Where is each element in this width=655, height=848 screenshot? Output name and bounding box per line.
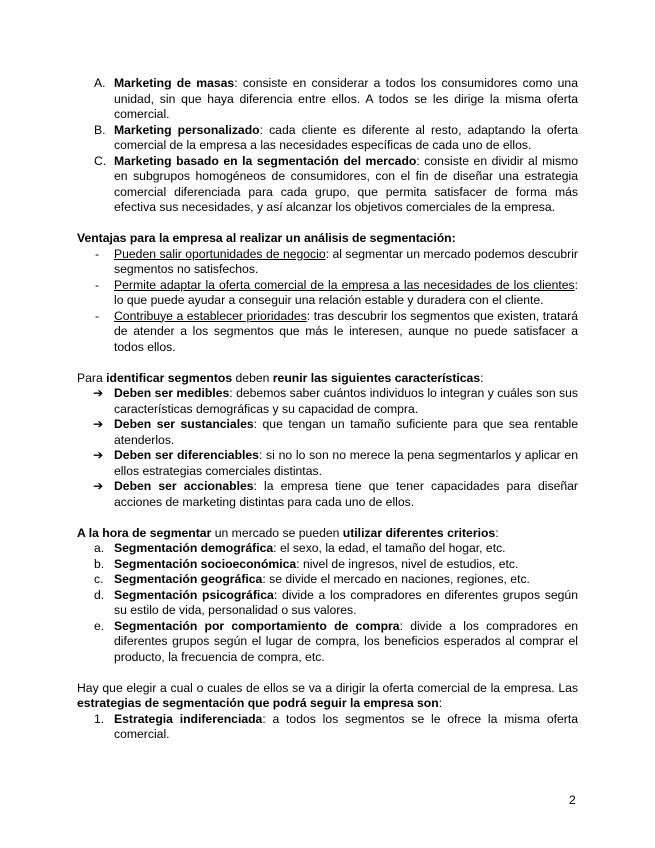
section-heading-ventajas: Ventajas para la empresa al realizar un análisis de segmentación: [77, 231, 456, 245]
list-marker: 1. [94, 711, 105, 726]
spacer [77, 355, 578, 371]
list-item [77, 76, 578, 123]
list-item [77, 154, 578, 216]
list-item [77, 712, 578, 743]
ventajas-list [77, 247, 578, 356]
item-text: : la empresa tiene que tener capacidades para diseñar acciones de marketing distintas para cada uno de ellos. [114, 479, 578, 509]
item-term: Marketing de masas [114, 76, 235, 90]
section-intro-estrategias [77, 681, 578, 712]
list-marker: C. [94, 153, 107, 168]
list-item [77, 448, 578, 479]
item-text: : al segmentar un mercado podemos descubrir segmentos no satisfechos. [114, 246, 578, 276]
item-text: : que tengan un tamaño suficiente para que sea rentable atenderlos. [114, 417, 578, 447]
intro-bold: A la hora de segmentar [77, 525, 212, 540]
arrow-icon: ➔ [93, 386, 104, 400]
intro-text: : [480, 370, 484, 385]
item-term: Segmentación socioeconómica [114, 556, 297, 571]
section-intro-criterios [77, 526, 578, 542]
list-marker: A. [94, 76, 106, 90]
list-item [77, 588, 578, 619]
intro-bold: reunir las siguientes características [272, 370, 481, 385]
spacer [77, 665, 578, 681]
item-term: Permite adaptar la oferta comercial de la empresa a las necesidades de los clientes [114, 277, 575, 292]
list-item [77, 479, 578, 510]
section-intro-identificar [77, 371, 578, 387]
item-text: : divide a los compradores en diferentes grupos según su estilo de vida, personalidad o sus valores. [114, 587, 578, 617]
list-marker: b. [94, 556, 105, 571]
item-text: : se divide el mercado en naciones, regiones, etc. [262, 572, 530, 586]
arrow-icon: ➔ [93, 417, 104, 431]
list-item [77, 247, 578, 278]
intro-text: : [495, 525, 499, 540]
list-item [77, 557, 578, 573]
spacer [77, 510, 578, 526]
list-item [77, 278, 578, 309]
item-text: : cada cliente es diferente al resto, adaptando la oferta comercial de la empresa a las necesidades específicas de cada uno de ellos. [114, 122, 578, 152]
item-term: Marketing basado en la segmentación del mercado [114, 153, 417, 168]
arrow-icon: ➔ [93, 479, 104, 493]
list-marker: d. [94, 587, 105, 602]
spacer [77, 216, 578, 232]
item-text: : a todos los segmentos se le ofrece la misma oferta comercial. [114, 711, 578, 741]
arrow-icon: ➔ [93, 448, 104, 462]
criterios-list [77, 541, 578, 665]
intro-bold: identificar segmentos [106, 370, 233, 385]
item-term: Deben ser accionables [114, 479, 254, 493]
list-item [77, 572, 578, 588]
item-text: : nivel de ingresos, nivel de estudios, etc. [296, 556, 519, 571]
item-term: Contribuye a establecer prioridades [114, 308, 307, 323]
intro-text: deben [232, 370, 273, 385]
item-term: Pueden salir oportunidades de negocio [114, 246, 326, 261]
item-term: Estrategia indiferenciada [114, 711, 263, 726]
caracteristicas-list [77, 386, 578, 510]
page-number: 2 [569, 793, 576, 807]
list-item [77, 386, 578, 417]
list-marker: a. [94, 541, 105, 555]
intro-bold: utilizar diferentes criterios [342, 525, 496, 540]
item-text: : lo que puede ayudar a conseguir una relación estable y duradera con el cliente. [114, 277, 578, 307]
item-term: Segmentación psicográfica [114, 587, 274, 602]
item-term: Segmentación por comportamiento de compra [114, 618, 400, 633]
item-term: Segmentación demográfica [114, 541, 274, 555]
list-marker: - [95, 246, 100, 261]
item-term: Deben ser sustanciales [114, 417, 254, 431]
marketing-types-list [77, 76, 578, 216]
list-item [77, 309, 578, 356]
item-text: : consiste en dividir al mismo en subgrupos homogéneos de consumidores, con el fin de diseñar una estrategia comercial diferenciada para cada grupo, que permita satisfacer de forma más efectiva sus necesidades, y así alcanzar los objetivos comerciales de la empresa. [114, 153, 578, 214]
list-marker: B. [94, 122, 106, 137]
intro-bold: estrategias de segmentación que podrá seguir la empresa son [77, 696, 439, 710]
list-item [77, 417, 578, 448]
item-text: : el sexo, la edad, el tamaño del hogar, etc. [273, 541, 506, 555]
estrategias-list [77, 712, 578, 743]
list-marker: e. [94, 618, 105, 633]
list-marker: c. [94, 572, 104, 586]
list-item [77, 619, 578, 666]
intro-text: Para [77, 370, 107, 385]
intro-text: un mercado se pueden [211, 525, 343, 540]
item-term: Deben ser diferenciables [114, 448, 259, 462]
item-text: : si no lo son no merece la pena segmentarlos y aplicar en ellos estrategias comerciales distintas. [114, 448, 578, 478]
item-text: : debemos saber cuántos individuos lo integran y cuáles son sus características demográficas y su capacidad de compra. [114, 386, 578, 416]
list-item [77, 123, 578, 154]
item-text: : divide a los compradores en diferentes grupos según el lugar de compra, los beneficios esperados al comprar el producto, la frecuencia de compra, etc. [114, 618, 578, 664]
item-text: : tras descubrir los segmentos que existen, tratará de atender a los segmentos que más le interesen, aunque no puede satisfacer a todos ellos. [114, 308, 578, 354]
item-term: Marketing personalizado [114, 122, 260, 137]
intro-text: : [438, 696, 443, 710]
item-term: Deben ser medibles [114, 386, 230, 400]
list-marker: - [95, 308, 100, 323]
list-item [77, 541, 578, 557]
item-text: : consiste en considerar a todos los consumidores como una unidad, sin que haya diferencia entre ellos. A todos se les dirige la misma oferta comercial. [114, 76, 578, 121]
list-marker: - [95, 277, 100, 292]
item-term: Segmentación geográfica [114, 572, 263, 586]
intro-text: Hay que elegir a cual o cuales de ellos se va a dirigir la oferta comercial de la empresa. Las [77, 680, 578, 695]
document-page [77, 76, 578, 743]
